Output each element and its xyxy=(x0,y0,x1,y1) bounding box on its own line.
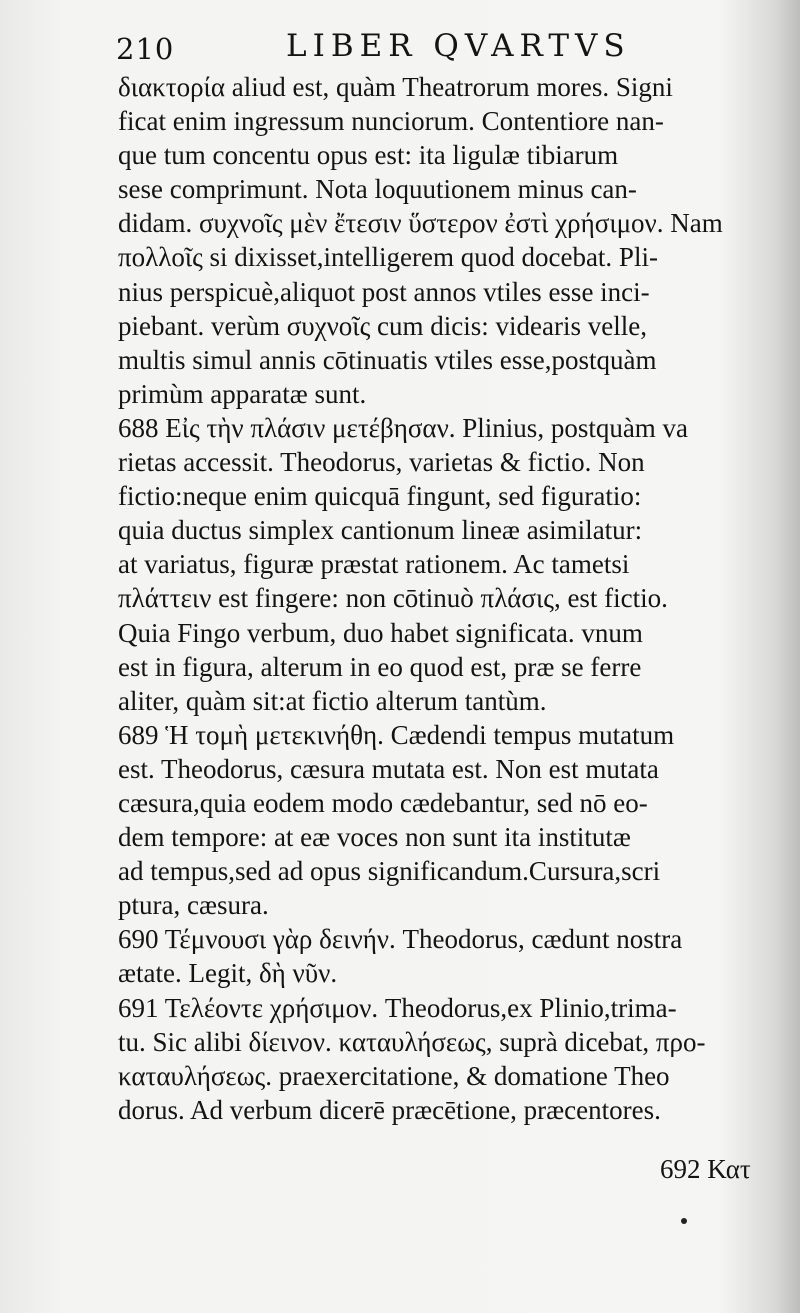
text-line: aliter, quàm sit:at fictio alterum tantùm. xyxy=(118,685,547,716)
text-line: ad tempus,sed ad opus significandum.Cursura,scri xyxy=(118,856,661,887)
page-header xyxy=(116,28,766,76)
text-line: πλάττειν est fingere: non cōtinuò πλάσις, est fictio. xyxy=(118,583,668,614)
text-line: cæsura,quia eodem modo cædebantur, sed nō eo- xyxy=(118,787,648,818)
body-text xyxy=(118,70,768,1127)
running-title: LIBER QVARTVS xyxy=(286,28,631,64)
text-line: at variatus, figuræ præstat rationem. Ac tametsi xyxy=(118,549,630,580)
text-line: 690 Τέμνουσι γὰρ δεινήν. Theodorus, cædunt nostra xyxy=(118,924,683,955)
catchword: 692 Κατ xyxy=(660,1154,751,1184)
text-line: est in figura, alterum in eo quod est, præ se ferre xyxy=(118,651,642,682)
text-line: 689 Ἡ τομὴ μετεκινήθη. Cædendi tempus mutatum xyxy=(118,719,675,750)
text-line: ætate. Legit, δὴ νῦν. xyxy=(118,958,338,989)
text-line: rietas accessit. Theodorus, varietas & fictio. Non xyxy=(118,447,645,478)
text-line: διακτορία aliud est, quàm Theatrorum mores. Signi xyxy=(118,72,673,102)
text-line: ptura, cæsura. xyxy=(118,890,269,921)
text-line: nius perspicuè,aliquot post annos vtiles esse inci- xyxy=(118,276,650,307)
text-line: dem tempore: at eæ voces non sunt ita institutæ xyxy=(118,822,631,853)
text-line: est. Theodorus, cæsura mutata est. Non est mutata xyxy=(118,753,659,784)
text-line: quia ductus simplex cantionum lineæ asimilatur: xyxy=(118,515,643,546)
text-line: ficat enim ingressum nunciorum. Contentiore nan- xyxy=(118,106,664,137)
text-line: piebant. verùm συχνοῖς cum dicis: videaris velle, xyxy=(118,310,647,341)
text-line: Quia Fingo verbum, duo habet significata. vnum xyxy=(118,617,643,648)
page-number: 210 xyxy=(116,32,175,66)
text-line: multis simul annis cōtinuatis vtiles esse,postquàm xyxy=(118,344,657,375)
text-line: dorus. Ad verbum dicerē præcētione, præcentores. xyxy=(118,1094,661,1125)
text-line: sese comprimunt. Nota loquutionem minus can- xyxy=(118,174,637,205)
ink-dot xyxy=(681,1218,687,1224)
text-line: tu. Sic alibi δίεινον. καταυλήσεως, suprà dicebat, προ- xyxy=(118,1026,706,1057)
text-line: 691 Τελέοντε χρήσιμον. Theodorus,ex Plinio,trima- xyxy=(118,992,677,1023)
text-line: fictio:neque enim quicquā fingunt, sed figuratio: xyxy=(118,481,642,512)
text-line: primùm apparatæ sunt. xyxy=(118,378,367,409)
text-line: que tum concentu opus est: ita ligulæ tibiarum xyxy=(118,140,619,171)
text-line: 688 Εἰς τὴν πλάσιν μετέβησαν. Plinius, postquàm va xyxy=(118,412,689,443)
text-line: καταυλήσεως. praexercitatione, & domatione Theo xyxy=(118,1060,670,1091)
text-line: πολλοῖς si dixisset,intelligerem quod docebat. Pli- xyxy=(118,242,658,273)
text-line: didam. συχνοῖς μὲν ἔτεσιν ὕστερον ἐστὶ χρήσιμον. Nam xyxy=(118,208,723,239)
